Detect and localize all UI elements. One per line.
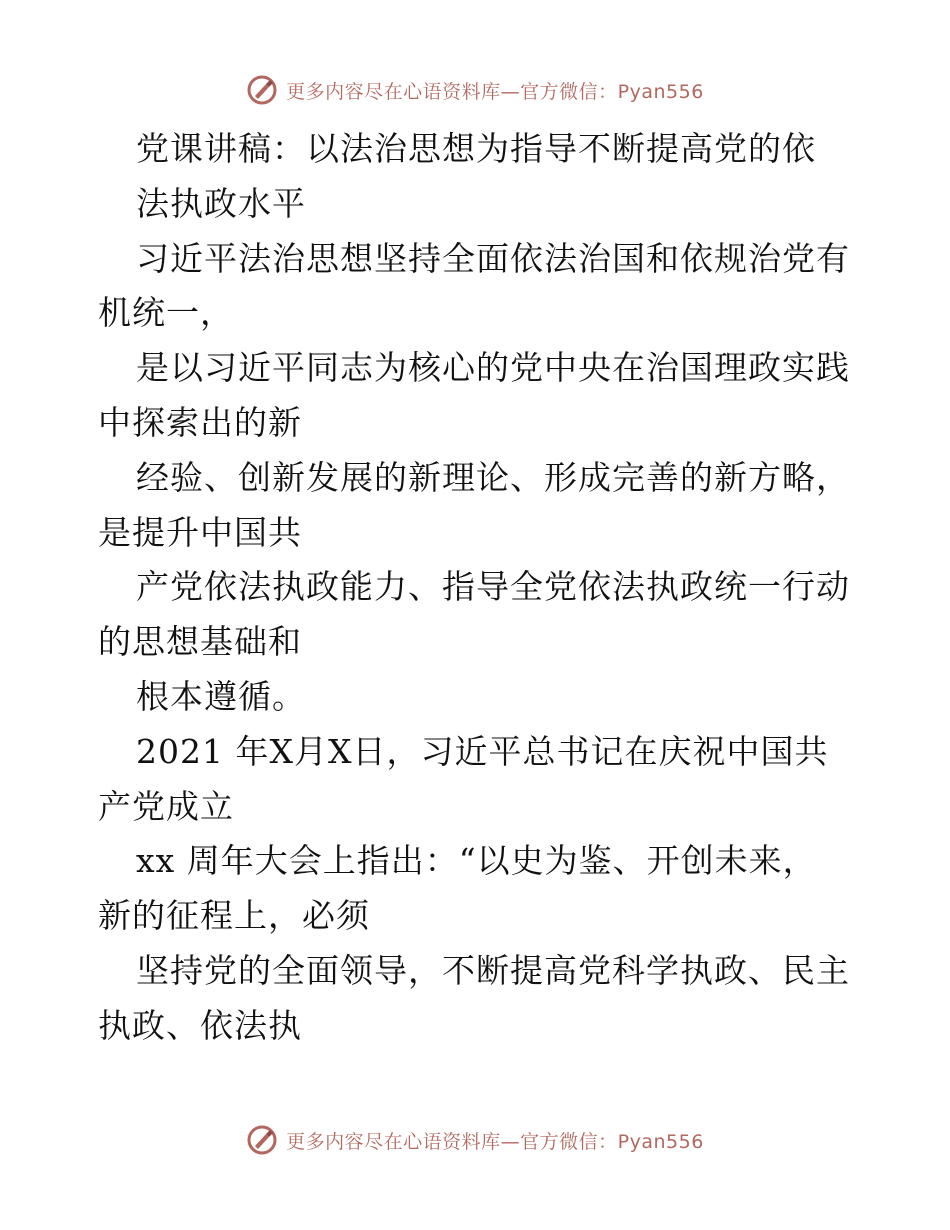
pen-logo-icon bbox=[246, 1124, 278, 1156]
watermark-header bbox=[0, 70, 950, 110]
text-line: 机统一， bbox=[98, 293, 234, 333]
text-line: 根本遵循。 bbox=[136, 676, 306, 716]
watermark-text: 更多内容尽在心语资料库—官方微信：Pyan556 bbox=[286, 80, 704, 103]
text-line: 经验、创新发展的新理论、形成完善的新方略， bbox=[136, 457, 850, 497]
text-line: 是提升中国共 bbox=[98, 512, 302, 552]
pen-logo-icon bbox=[246, 74, 278, 106]
text-line: 新的征程上，必须 bbox=[98, 896, 370, 936]
text-line: 产党成立 bbox=[98, 786, 234, 826]
watermark-footer bbox=[0, 1120, 950, 1160]
text-line: 产党依法执政能力、指导全党依法执政统一行动 bbox=[136, 567, 850, 607]
document-body bbox=[98, 122, 858, 1054]
text-line: 习近平法治思想坚持全面依法治国和依规治党有 bbox=[136, 238, 850, 278]
text-line: xx 周年大会上指出：“以史为鉴、开创未来， bbox=[136, 841, 817, 881]
text-line: 2021 年X月X日，习近平总书记在庆祝中国共 bbox=[136, 731, 829, 771]
watermark-text: 更多内容尽在心语资料库—官方微信：Pyan556 bbox=[286, 1130, 704, 1153]
text-line: 坚持党的全面领导，不断提高党科学执政、民主 bbox=[136, 950, 850, 990]
text-line: 法执政水平 bbox=[136, 183, 306, 223]
text-line: 中探索出的新 bbox=[98, 402, 302, 442]
text-line: 是以习近平同志为核心的党中央在治国理政实践 bbox=[136, 348, 850, 388]
text-line: 党课讲稿：以法治思想为指导不断提高党的依 bbox=[136, 129, 816, 168]
text-line: 执政、依法执 bbox=[98, 1005, 302, 1045]
text-line: 的思想基础和 bbox=[98, 622, 302, 662]
